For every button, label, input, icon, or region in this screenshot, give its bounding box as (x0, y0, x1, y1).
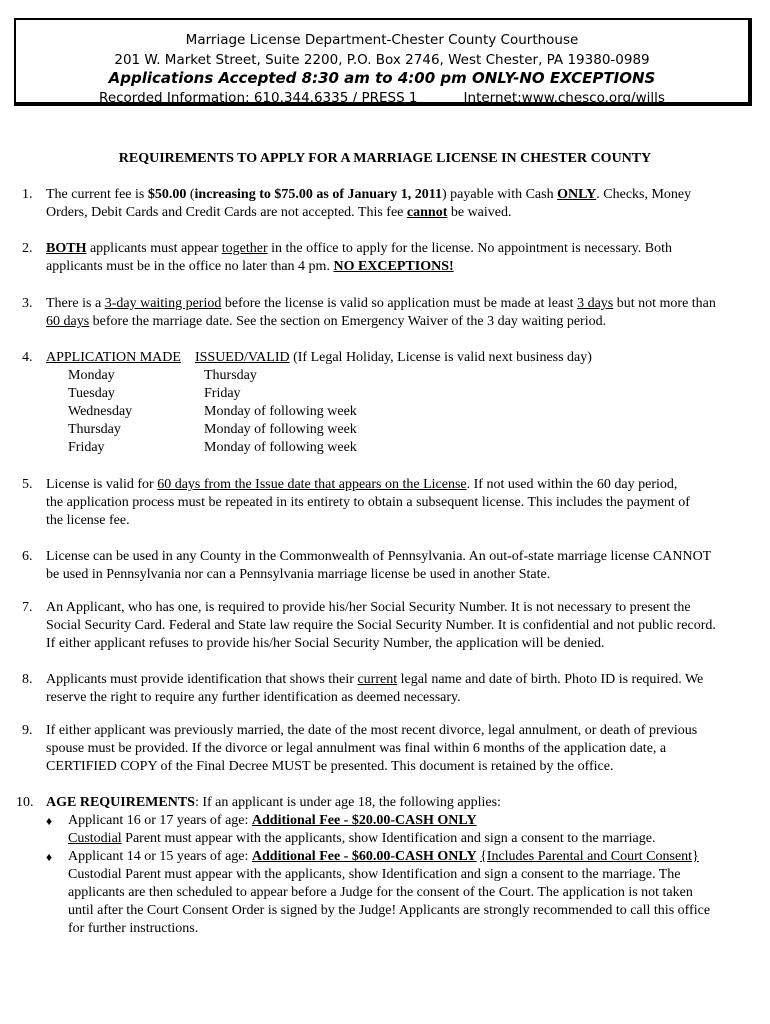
item-text: If either applicant was previously married, the date of the most recent divorce, legal annulment, or death of previous spouse must be provided. If the divorce or legal annulment was final within 6 months of the application date, a CERTIFIED COPY of the Final Decree MUST be presented. This document is retained by the office. (46, 723, 698, 774)
header-website: Internet:www.chesco.org/wills (463, 90, 665, 106)
age-rule-16-17: Applicant 16 or 17 years of age: Additional Fee - $20.00-CASH ONLY Custodial Parent must appear with the applicants, show Identification and sign a consent to the marriage. (68, 813, 656, 846)
item-number: 8. (22, 672, 33, 687)
schedule-table: APPLICATION MADE ISSUED/VALID (If Legal Holiday, License is valid next business day) (46, 350, 592, 365)
header-address: 201 W. Market Street, Suite 2200, P.O. Box 2746, West Chester, PA 19380-0989 (114, 52, 650, 68)
item-text: Applicants must provide identification that shows their current legal name and date of birth. Photo ID is required. We reserve the right to require any further identification as deemed necessary. (46, 672, 704, 705)
schedule-made-column: Monday Tuesday Wednesday Thursday Friday (68, 368, 133, 455)
header-department: Marriage License Department-Chester County Courthouse (185, 32, 579, 48)
item-text: License can be used in any County in the Commonwealth of Pennsylvania. An out-of-state marriage license CANNOT be used in Pennsylvania nor can a Pennsylvania marriage license be used in another State. (46, 549, 712, 582)
item-number: 5. (22, 477, 33, 492)
item-number: 4. (22, 350, 33, 365)
age-rule-14-15: Applicant 14 or 15 years of age: Additional Fee - $60.00-CASH ONLY {Includes Parental and Court Consent} Custodial Parent must appear with the applicants, show Identification and sign a consent to the marriage. The applicants are then scheduled to appear before a Judge for the consent of the Court. The application is not taken until after the Court Consent Order is signed by the Judge! Applicants are strongly recommended to call this office for further instructions. (68, 849, 711, 936)
item-text: An Applicant, who has one, is required to provide his/her Social Security Number. It is not necessary to present the Social Security Card. Federal and State law require the Social Security Number. It is confidential and not public record. If either applicant refuses to provide his/her Social Security Number, the application will be denied. (46, 600, 716, 651)
diamond-bullet-icon: ♦ (46, 814, 53, 828)
col-issued-valid: ISSUED/VALID (194, 350, 290, 365)
item-number: 2. (22, 241, 33, 256)
item-text: BOTH applicants must appear together in the office to apply for the license. No appointment is necessary. Both applicants must be in the office no later than 4 pm. NO EXCEPTIONS! (46, 241, 672, 274)
item-number: 9. (22, 723, 33, 738)
item-number: 10. (16, 795, 34, 810)
header-contact (16, 90, 748, 106)
header-phone: Recorded Information: 610.344.6335 / PRESS 1 (99, 90, 418, 106)
schedule-valid-column: Thursday Friday Monday of following week Monday of following week Monday of following week (204, 368, 357, 455)
item-text: The current fee is $50.00 (increasing to $75.00 as of January 1, 2011) payable with Cash ONLY. Checks, Money Orders, Debit Cards and Credit Cards are not accepted. This fee cannot be waived. (46, 187, 692, 220)
item-text: License is valid for 60 days from the Issue date that appears on the License. If not used within the 60 day period, the application process must be repeated in its entirety to obtain a subsequent license. This includes the payment of the license fee. (46, 477, 690, 528)
item-number: 1. (22, 187, 33, 202)
header-hours: Applications Accepted 8:30 am to 4:00 pm ONLY-NO EXCEPTIONS (108, 69, 656, 87)
item-text: AGE REQUIREMENTS: If an applicant is under age 18, the following applies: (46, 795, 501, 810)
header-box (14, 18, 752, 106)
item-number: 6. (22, 549, 33, 564)
item-text: There is a 3-day waiting period before the license is valid so application must be made at least 3 days but not more than 60 days before the marriage date. See the section on Emergency Waiver of the 3 day waiting period. (46, 296, 716, 329)
item-number: 3. (22, 296, 33, 311)
page-title: REQUIREMENTS TO APPLY FOR A MARRIAGE LICENSE IN CHESTER COUNTY (118, 151, 652, 166)
col-application-made: APPLICATION MADE (46, 350, 181, 365)
diamond-bullet-icon: ♦ (46, 850, 53, 864)
item-number: 7. (22, 600, 33, 615)
